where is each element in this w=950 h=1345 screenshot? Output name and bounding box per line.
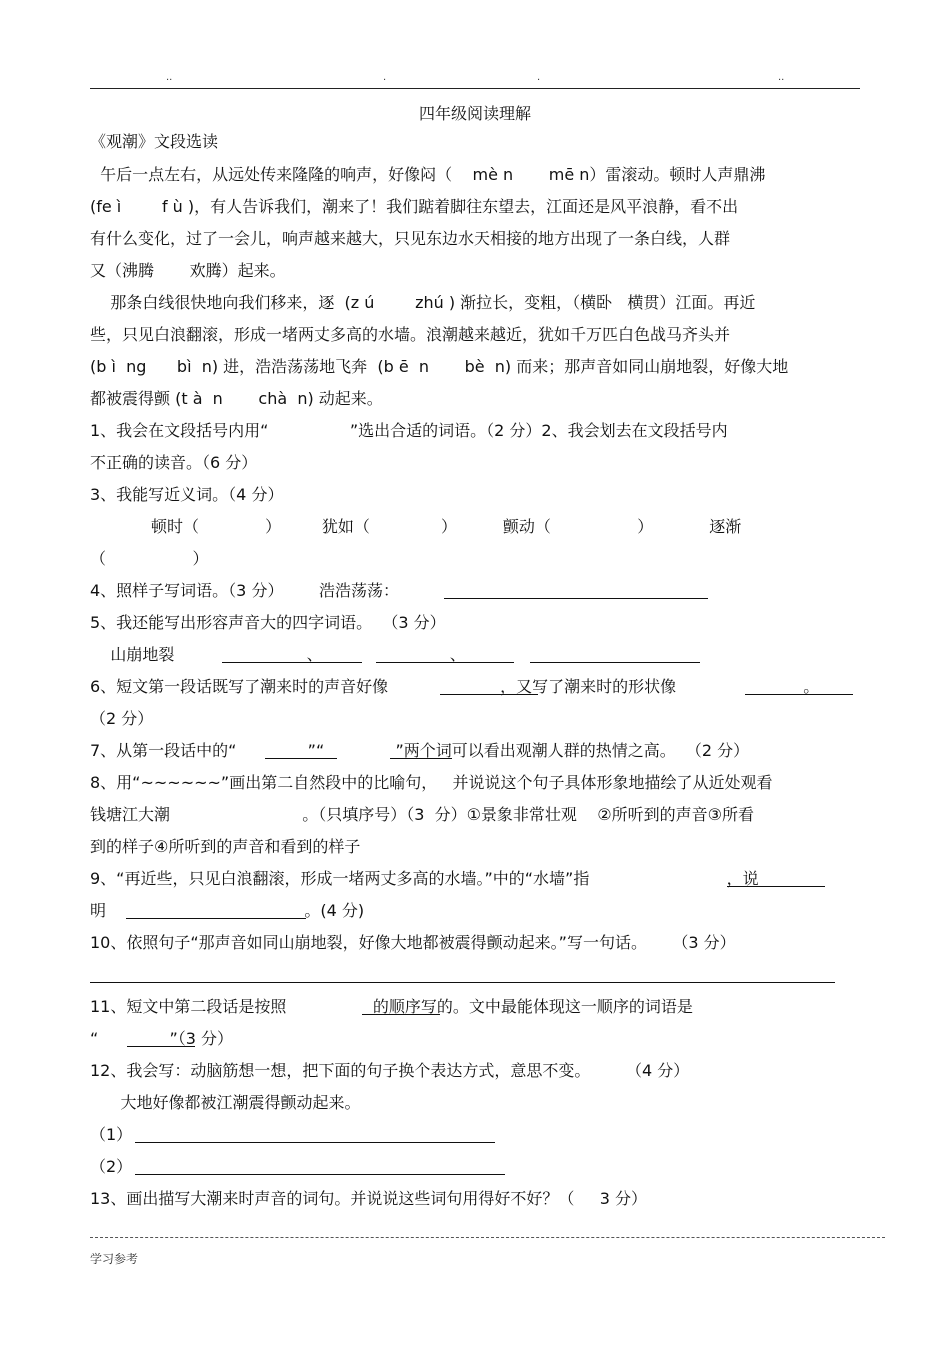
answer-line[interactable]	[135, 1142, 495, 1143]
footer-rule	[90, 1237, 885, 1238]
question-line: 明 。(4 分)	[90, 901, 365, 920]
answer-blank[interactable]	[126, 918, 306, 919]
answer-blank[interactable]	[530, 662, 700, 663]
answer-blank[interactable]	[444, 598, 708, 599]
question-line: （2）	[90, 1157, 133, 1176]
question-line: 5、我还能写出形容声音大的四字词语。 （3 分）	[90, 613, 446, 632]
answer-blank[interactable]	[390, 758, 452, 759]
question-line: 钱塘江大潮 。（只填序号）（3 分）①景象非常壮观 ②所听到的声音③所看	[90, 805, 754, 824]
footer-text: 学习参考	[90, 1252, 139, 1266]
question-line: （ ）	[90, 549, 209, 568]
header-rule	[90, 88, 860, 89]
question-line: 山崩地裂 、 、	[90, 645, 466, 664]
question-line: 8、用“~~~~~~”画出第二自然段中的比喻句， 并说说这个句子具体形象地描绘了从近处观看	[90, 773, 773, 792]
answer-blank[interactable]	[727, 886, 825, 887]
passage-line: 都被震得颤 (t à n chà n) 动起来。	[90, 389, 383, 408]
question-line: 到的样子④所听到的声音和看到的样子	[90, 837, 361, 856]
passage-line: 午后一点左右，从远处传来隆隆的响声，好像闷（ mè n mē n）雷滚动。顿时人声鼎沸	[90, 165, 766, 184]
header-dot: ..	[778, 72, 785, 83]
question-line: 9、“再近些，只见白浪翻滚，形成一堵两丈多高的水墙。”中的“水墙”指 ，说	[90, 869, 759, 888]
section-heading: 《观潮》文段选读	[90, 132, 219, 151]
answer-line[interactable]	[90, 982, 835, 983]
question-line: 3、我能写近义词。（4 分）	[90, 485, 284, 504]
answer-blank[interactable]	[265, 758, 337, 759]
question-line: 大地好像都被江潮震得颤动起来。	[90, 1093, 361, 1112]
question-line: 不正确的读音。（6 分）	[90, 453, 258, 472]
question-line: 4、照样子写词语。（3 分） 浩浩荡荡：	[90, 581, 400, 600]
question-line: 顿时（ ） 犹如（ ） 颤动（ ） 逐渐	[90, 517, 742, 536]
passage-line: 又（沸腾 欢腾）起来。	[90, 261, 286, 280]
question-line: 12、我会写：动脑筋想一想，把下面的句子换个表达方式，意思不变。 （4 分）	[90, 1061, 690, 1080]
header-dot: .	[537, 72, 541, 83]
answer-blank[interactable]	[745, 694, 853, 695]
answer-blank[interactable]	[127, 1046, 195, 1047]
passage-line: (fe ì f ù )，有人告诉我们，潮来了！我们踮着脚往东望去，江面还是风平浪静，看不出	[90, 197, 739, 216]
question-line: 1、我会在文段括号内用“ ”选出合适的词语。（2 分）2、我会划去在文段括号内	[90, 421, 728, 440]
page-title: 四年级阅读理解	[418, 104, 531, 123]
question-line: （2 分）	[90, 709, 154, 728]
question-line: （1）	[90, 1125, 133, 1144]
answer-line[interactable]	[135, 1174, 505, 1175]
passage-line: 些，只见白浪翻滚，形成一堵两丈多高的水墙。浪潮越来越近，犹如千万匹白色战马齐头并	[90, 325, 731, 344]
question-line: “ ”（3 分）	[90, 1029, 234, 1048]
answer-blank[interactable]	[362, 1014, 440, 1015]
question-line: 13、画出描写大潮来时声音的词句。并说说这些词句用得好不好？（ 3 分）	[90, 1189, 648, 1208]
passage-line: 有什么变化，过了一会儿，响声越来越大，只见东边水天相接的地方出现了一条白线，人群	[90, 229, 731, 248]
question-line: 6、短文第一段话既写了潮来时的声音好像 ，又写了潮来时的形状像 。	[90, 677, 820, 696]
header-dot: ..	[166, 72, 173, 83]
question-line: 11、短文中第二段话是按照 的顺序写的。文中最能体现这一顺序的词语是	[90, 997, 693, 1016]
question-line: 7、从第一段话中的“ ”“ ”两个词可以看出观潮人群的热情之高。 （2 分）	[90, 741, 750, 760]
answer-blank[interactable]	[222, 662, 362, 663]
passage-line: 那条白线很快地向我们移来，逐 (z ú zhú ) 渐拉长，变粗，（横卧 横贯）江面。再近	[90, 293, 756, 312]
answer-blank[interactable]	[376, 662, 514, 663]
passage-line: (b ì ng bì n) 进，浩浩荡荡地飞奔 (b ē n bè n) 而来；那声音如同山崩地裂，好像大地	[90, 357, 789, 376]
answer-blank[interactable]	[440, 694, 538, 695]
header-dot: .	[383, 72, 387, 83]
question-line: 10、依照句子“那声音如同山崩地裂，好像大地都被震得颤动起来。”写一句话。 （3 分）	[90, 933, 736, 952]
